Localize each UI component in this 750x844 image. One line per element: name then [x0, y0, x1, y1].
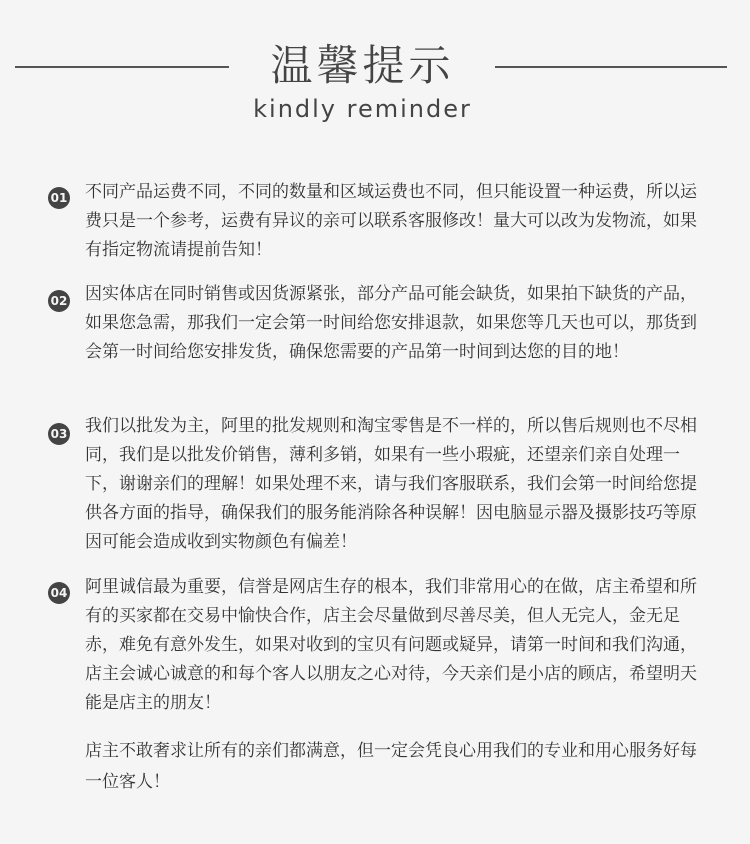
closing-text: 店主不敢奢求让所有的亲们都满意，但一定会凭良心用我们的专业和用心服务好每一位客人！	[85, 741, 697, 792]
divider-right	[495, 66, 727, 68]
note-text: 阿里诚信最为重要，信誉是网店生存的根本，我们非常用心的在做，店主希望和所有的买家都在交易中愉快合作，店主会尽量做到尽善尽美，但人无完人，金无足赤，难免有意外发生，如果对收到的宝贝有问题或疑异，请第一时间和我们沟通，店主会诚心诚意的和每个客人以朋友之心对待，今天亲们是小店的顾店，希望明天能是店主的朋友！	[85, 577, 697, 713]
page-title: 温馨提示	[270, 41, 455, 90]
page-subtitle: kindly reminder	[253, 95, 472, 123]
header	[0, 30, 750, 130]
note-text: 因实体店在同时销售或因货源紧张，部分产品可能会缺货，如果拍下缺货的产品，如果您急需，那我们一定会第一时间给您安排退款，如果您等几天也可以，那货到会第一时间给您安排发货，确保您需要的产品第一时间到达您的目的地！	[85, 284, 697, 362]
number-badge: 03	[48, 423, 70, 445]
divider-left	[15, 66, 229, 68]
number-badge: 02	[48, 290, 70, 312]
note-text: 不同产品运费不同，不同的数量和区域运费也不同，但只能设置一种运费，所以运费只是一个参考，运费有异议的亲可以联系客服修改！量大可以改为发物流，如果有指定物流请提前告知！	[85, 182, 697, 260]
number-badge: 04	[48, 582, 70, 604]
note-text: 我们以批发为主，阿里的批发规则和淘宝零售是不一样的，所以售后规则也不尽相同，我们是以批发价销售，薄利多销，如果有一些小瑕疵，还望亲们亲自处理一下，谢谢亲们的理解！如果处理不来，请与我们客服联系，我们会第一时间给您提供各方面的指导，确保我们的服务能消除各种误解！因电脑显示器及摄影技巧等原因可能会造成收到实物颜色有偏差！	[85, 416, 697, 552]
number-badge: 01	[48, 187, 70, 209]
